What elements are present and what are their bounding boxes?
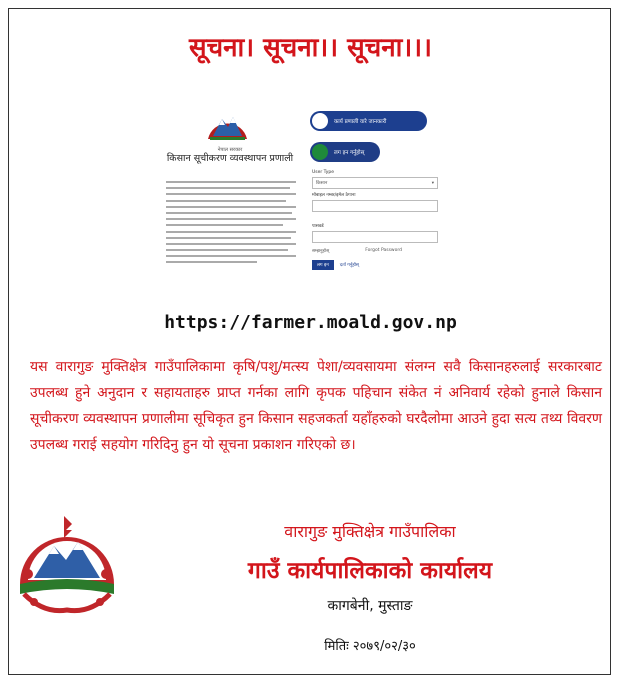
guide-button[interactable] [310, 111, 427, 131]
gov-line: नेपाल सरकार [217, 147, 243, 153]
office-location: कागबेनी, मुस्ताङ [327, 598, 413, 614]
nepal-emblem-icon [200, 105, 255, 143]
form-actions [312, 260, 438, 270]
remember-row [312, 248, 402, 254]
guide-button-label: कार्य प्रणाली वारे जानकारी [334, 119, 387, 125]
remember-checkbox[interactable]: सम्झनुहोस् [312, 249, 330, 254]
forgot-password-link[interactable]: Forgot Password [365, 248, 402, 253]
password-input[interactable] [312, 231, 438, 243]
login-arrow-icon [312, 144, 328, 160]
notice-headline: सूचना। सूचना।। सूचना।।। [189, 33, 432, 63]
username-error [312, 212, 438, 220]
username-input[interactable] [312, 200, 438, 212]
login-button[interactable]: लग इन [312, 260, 334, 270]
login-tab-label: लग इन गर्नुहोस् [334, 150, 365, 156]
office-name: गाउँ कार्यपालिकाको कार्यालय [247, 558, 493, 584]
user-type-select[interactable]: किसान ▾ [312, 177, 438, 189]
municipality-logo-icon [14, 514, 120, 614]
login-tab-button[interactable] [310, 142, 380, 162]
notice-date: मितिः २०७९/०२/३० [324, 639, 416, 654]
user-type-label: User Type [312, 170, 335, 175]
password-label: पासवर्ड [312, 224, 324, 229]
login-form [312, 167, 438, 270]
username-label: मोबाइल नम्बर/इमेल ठेगाना [312, 193, 356, 198]
portal-screenshot [160, 95, 445, 295]
app-title: किसान सूचीकरण व्यवस्थापन प्रणाली [166, 153, 294, 164]
app-description [166, 181, 296, 279]
notice-body: यस वारागुङ मुक्तिक्षेत्र गाउँपालिकामा कृषि/पशु/मत्स्य पेशा/व्यवसायमा संलग्न सवै किसानहरुलाई सरकारबाट उपलब्ध हुने अनुदान र सहायताहरु प्राप्त गर्नका लागि कृपक पहिचान संकेत नं अनिवार्य रहेको हुनाले किसान सूचीकरण व्यवस्थापन प्रणालीमा सूचिकृत हुन किसान सहजकर्ता यहाँहरुको घरदैलोमा आउने हुदा सत्य तथ्य विवरण उपलब्ध गराई सहयोग गरिदिनु हुन यो सूचना प्रकाशन गरिएको छ। [30, 359, 602, 453]
book-icon [312, 113, 328, 129]
portal-url: https://farmer.moald.gov.np [164, 312, 457, 333]
municipality-name: वारागुङ मुक्तिक्षेत्र गाउँपालिका [284, 522, 456, 541]
register-link[interactable]: दर्ता गर्नुहोस् [339, 263, 359, 268]
